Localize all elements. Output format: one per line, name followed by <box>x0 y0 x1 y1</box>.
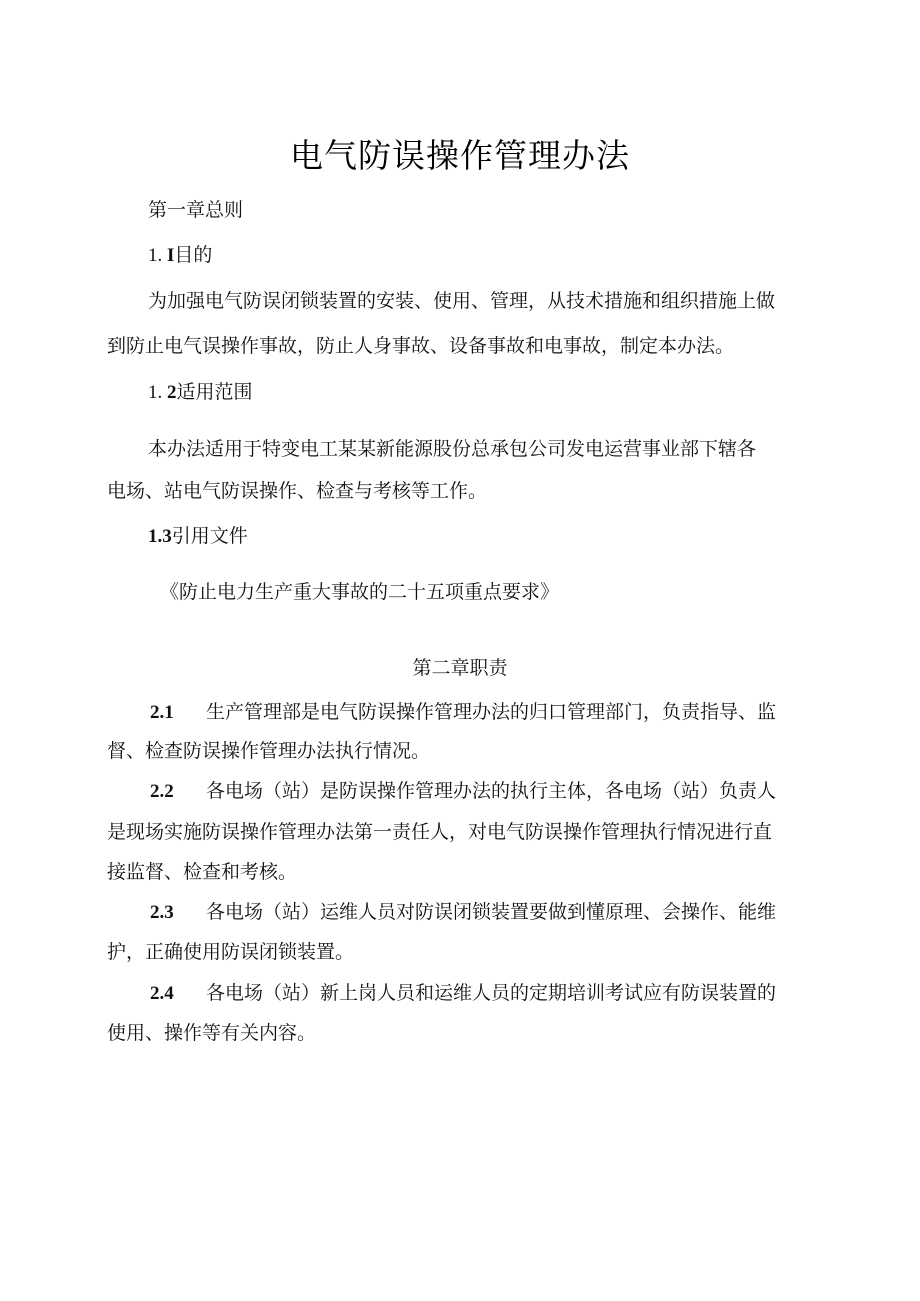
item-2-2-number: 2.2 <box>150 781 174 802</box>
item-2-3-line1: 各电场（站）运维人员对防误闭锁装置要做到懂原理、会操作、能维 <box>206 901 777 923</box>
section-1-1-number-prefix: 1. <box>148 245 167 266</box>
section-1-2-number-prefix: 1. <box>148 382 167 403</box>
section-1-1-label: 目的 <box>174 244 213 266</box>
item-2-3-number: 2.3 <box>150 902 174 923</box>
document-title: 电气防误操作管理办法 <box>290 136 630 175</box>
section-1-1-text-line1: 为加强电气防误闭锁装置的安装、使用、管理，从技术措施和组织措施上做 <box>148 290 776 312</box>
chapter-2-heading: 第二章职责 <box>412 657 508 679</box>
reference-document: 《防止电力生产重大事故的二十五项重点要求》 <box>160 581 560 603</box>
item-2-1-number: 2.1 <box>150 702 174 723</box>
item-2-3-line2: 护，正确使用防误闭锁装置。 <box>107 941 355 963</box>
section-1-2-text-line1: 本办法适用于特变电工某某新能源股份总承包公司发电运营事业部下辖各 <box>148 438 757 460</box>
item-2-2-line3: 接监督、检查和考核。 <box>107 861 298 883</box>
section-1-3-heading <box>148 524 248 549</box>
section-1-3-number: 1.3 <box>148 526 172 547</box>
item-2-1-line2: 督、检查防误操作管理办法执行情况。 <box>107 740 431 762</box>
item-2-1-line1: 生产管理部是电气防误操作管理办法的归口管理部门，负责指导、监 <box>206 701 777 723</box>
section-1-2-label: 适用范围 <box>176 381 253 403</box>
item-2-4-line2: 使用、操作等有关内容。 <box>107 1022 317 1044</box>
section-1-3-label: 引用文件 <box>171 525 248 547</box>
section-1-2-heading <box>148 380 253 405</box>
section-1-1-heading <box>148 243 212 268</box>
item-2-4-line1: 各电场（站）新上岗人员和运维人员的定期培训考试应有防误装置的 <box>206 982 777 1004</box>
section-1-1-number: I <box>167 245 175 266</box>
chapter-1-heading: 第一章总则 <box>148 199 244 221</box>
item-2-2-line1: 各电场（站）是防误操作管理办法的执行主体，各电场（站）负责人 <box>206 780 777 802</box>
section-1-2-number: 2 <box>167 382 177 403</box>
section-1-1-text-line2: 到防止电气误操作事故，防止人身事故、设备事故和电事故，制定本办法。 <box>107 335 735 357</box>
item-2-4-number: 2.4 <box>150 983 174 1004</box>
item-2-2-line2: 是现场实施防误操作管理办法第一责任人，对电气防误操作管理执行情况进行直 <box>107 821 773 843</box>
section-1-2-text-line2: 电场、站电气防误操作、检查与考核等工作。 <box>107 480 488 502</box>
